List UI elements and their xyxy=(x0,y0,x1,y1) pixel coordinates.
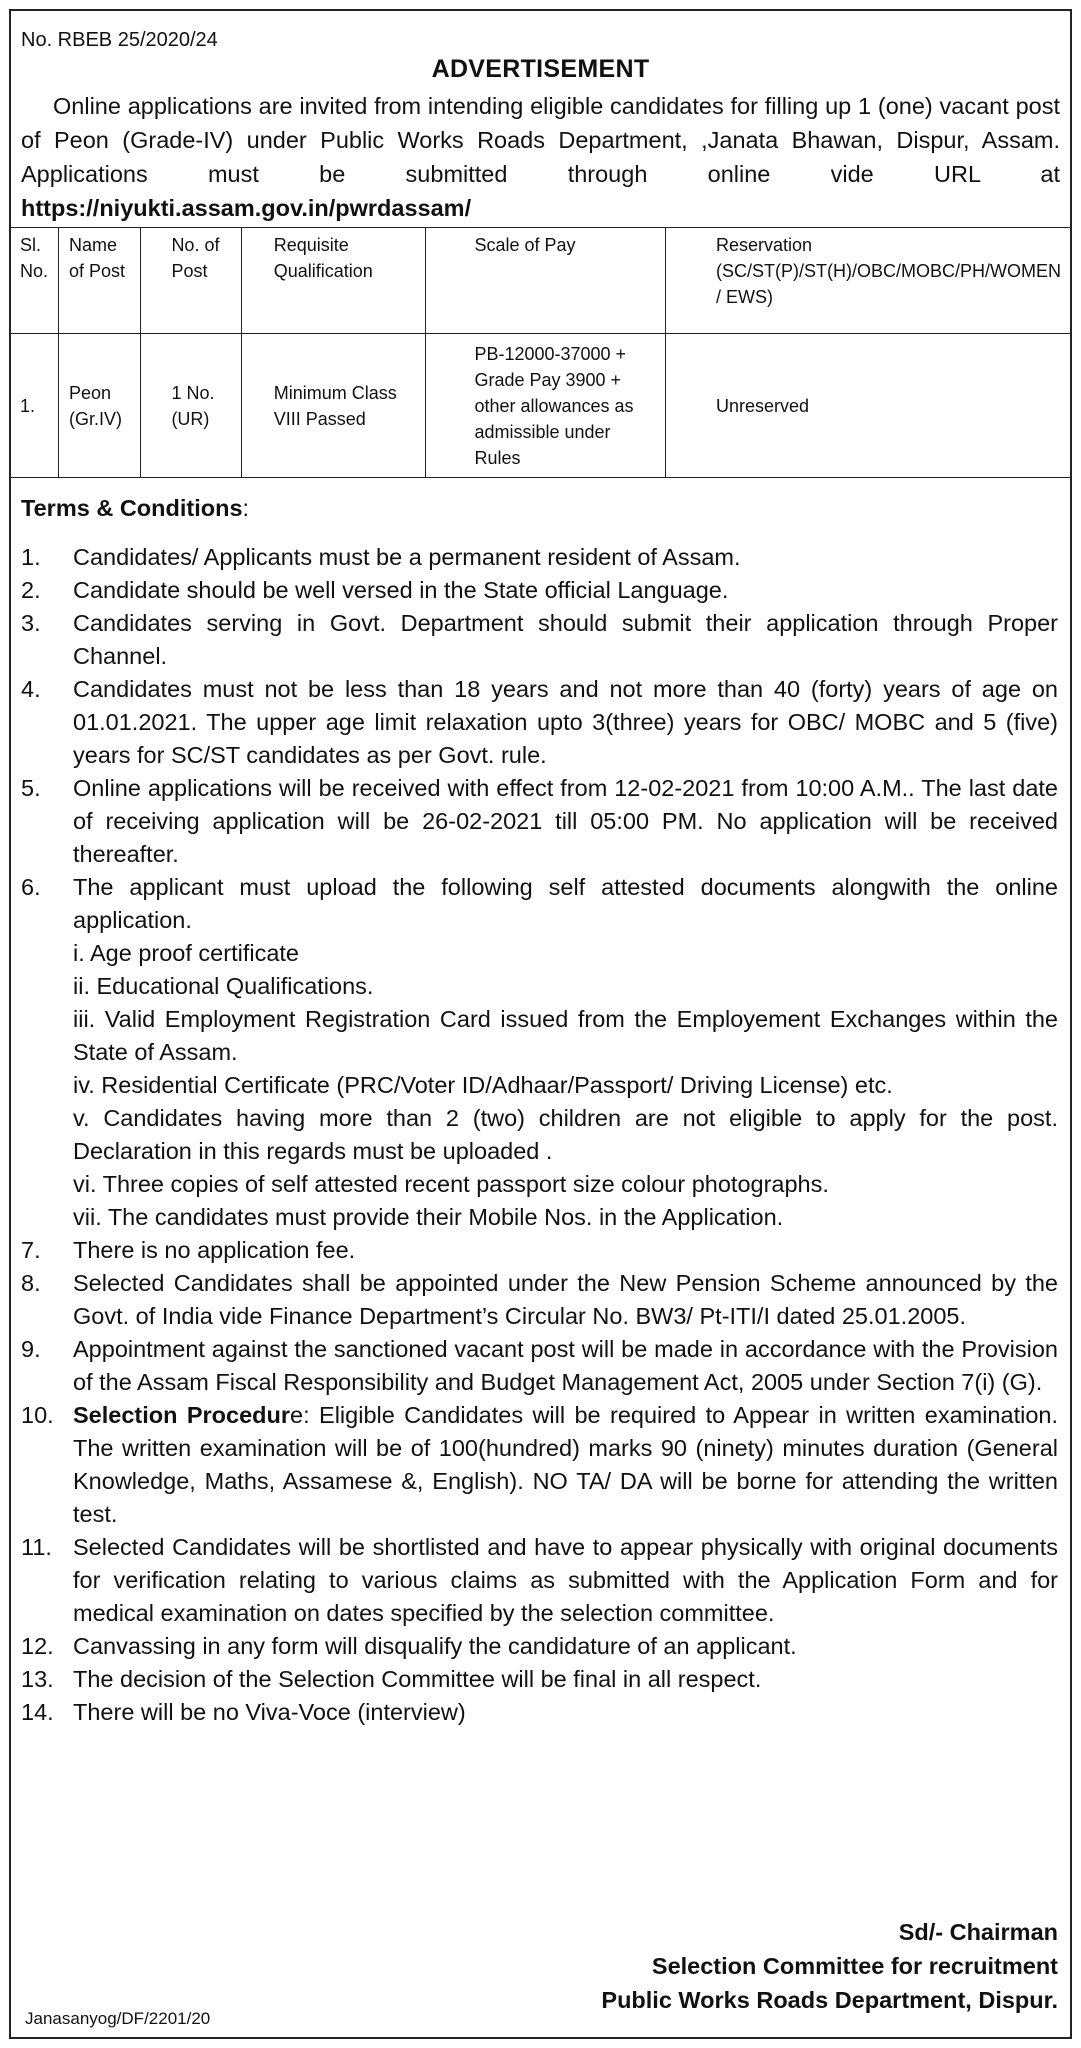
term-text: Selected Candidates will be shortlisted and have to appear physically with original documents for verification relating to various claims as submitted with the Application Form and for medical examination on dates specified by the selection committee. xyxy=(73,1534,1058,1626)
footer-code: Janasanyog/DF/2201/20 xyxy=(25,2009,211,2028)
reference-number: No. RBEB 25/2020/24 xyxy=(21,29,218,51)
term-number: 11. xyxy=(21,1534,52,1560)
term-text: Appointment against the sanctioned vacant post will be made in accordance with the Provision of the Assam Fiscal Responsibility and Budget Management Act, 2005 under Section 7(i) (G). xyxy=(73,1336,1058,1395)
cell-qualification: Minimum Class VIII Passed xyxy=(241,334,426,478)
term-number: 4. xyxy=(21,676,41,702)
term-text: Online applications will be received with effect from 12-02-2021 from 10:00 A.M.. The last date of receiving application will be 26-02-2021 till 05:00 PM. No application will be received thereafter. xyxy=(73,775,1058,867)
page-title: ADVERTISEMENT xyxy=(431,55,650,83)
term-text: There is no application fee. xyxy=(73,1237,356,1263)
list-item xyxy=(11,1333,1070,1399)
document-item: iv. Residential Certificate (PRC/Voter ID/Adhaar/Passport/ Driving License) etc. xyxy=(73,1072,893,1098)
term-text: The decision of the Selection Committee will be final in all respect. xyxy=(73,1666,762,1692)
term-text: Candidates/ Applicants must be a permanent resident of Assam. xyxy=(73,544,741,570)
document-item: vi. Three copies of self attested recent passport size colour photographs. xyxy=(73,1171,829,1197)
terms-heading xyxy=(21,495,249,522)
cell-scale-of-pay: PB-12000-37000 + Grade Pay 3900 + other allowances as admissible under Rules xyxy=(426,334,666,478)
term-number: 14. xyxy=(21,1699,54,1725)
term-text: The applicant must upload the following self attested documents alongwith the online application. xyxy=(73,874,1058,933)
term-text: e: Eligible Candidates will be required to Appear in written examination. The written examination will be of 100(hundred) marks 90 (ninety) minutes duration (General Knowledge, Maths, Assamese &, English). NO TA/ DA will be borne for attending the written test. xyxy=(73,1402,1058,1527)
signature-block xyxy=(601,1915,1058,2017)
cell-no-of-post: 1 No. (UR) xyxy=(141,334,241,478)
list-item xyxy=(11,607,1070,673)
intro-text: Online applications are invited from intending eligible candidates for filling up 1 (one) vacant post of Peon (Grade-IV) under Public Works Roads Department, ,Janata Bhawan, Dispur, Assam. Applications must be submitted through online vide URL at xyxy=(21,93,1060,187)
table-row xyxy=(10,334,1072,478)
header-scale-of-pay: Scale of Pay xyxy=(426,228,666,334)
term-number: 9. xyxy=(21,1336,41,1362)
application-url[interactable]: https://niyukti.assam.gov.in/pwrdassam/ xyxy=(21,195,472,221)
term-text: There will be no Viva-Voce (interview) xyxy=(73,1699,466,1725)
list-item xyxy=(11,1399,1070,1531)
header-sl-no: Sl. No. xyxy=(10,228,59,334)
terms-heading-colon: : xyxy=(242,495,250,521)
vacancy-table xyxy=(9,227,1072,478)
advertisement-page xyxy=(9,9,1072,2039)
list-item xyxy=(11,1267,1070,1333)
terms-list xyxy=(11,541,1070,1729)
term-number: 1. xyxy=(21,544,41,570)
signature-line-department: Public Works Roads Department, Dispur. xyxy=(601,1987,1058,2013)
term-number: 3. xyxy=(21,610,41,636)
document-item: ii. Educational Qualifications. xyxy=(73,973,374,999)
header-name-of-post: Name of Post xyxy=(59,228,141,334)
term-text: Candidates must not be less than 18 years and not more than 40 (forty) years of age on 01.01.2021. The upper age limit relaxation upto 3(three) years for OBC/ MOBC and 5 (five) years for SC/ST candidates as per Govt. rule. xyxy=(73,676,1058,768)
term-text: Canvassing in any form will disqualify the candidature of an applicant. xyxy=(73,1633,797,1659)
term-text: Candidates serving in Govt. Department should submit their application through Proper Channel. xyxy=(73,610,1058,669)
term-number: 10. xyxy=(21,1402,54,1428)
cell-name-of-post: Peon (Gr.IV) xyxy=(59,334,141,478)
terms-heading-text: Terms & Conditions xyxy=(21,495,243,521)
header-qualification: Requisite Qualification xyxy=(241,228,426,334)
term-number: 5. xyxy=(21,775,41,801)
list-item xyxy=(11,772,1070,871)
table-header-row xyxy=(10,228,1072,334)
list-item xyxy=(11,1663,1070,1696)
term-number: 13. xyxy=(21,1666,54,1692)
list-item xyxy=(11,1531,1070,1630)
list-item xyxy=(11,871,1070,1234)
list-item xyxy=(11,541,1070,574)
document-item: i. Age proof certificate xyxy=(73,940,299,966)
term-number: 8. xyxy=(21,1270,41,1296)
intro-paragraph xyxy=(21,89,1060,225)
term-text: Selected Candidates shall be appointed under the New Pension Scheme announced by the Govt. of India vide Finance Department’s Circular No. BW3/ Pt-ITI/I dated 25.01.2005. xyxy=(73,1270,1058,1329)
document-item: vii. The candidates must provide their Mobile Nos. in the Application. xyxy=(73,1204,784,1230)
header-no-of-post: No. of Post xyxy=(141,228,241,334)
term-bold-lead: Selection Procedur xyxy=(73,1402,291,1428)
term-number: 2. xyxy=(21,577,41,603)
list-item xyxy=(11,673,1070,772)
list-item xyxy=(11,1696,1070,1729)
list-item xyxy=(11,574,1070,607)
cell-reservation: Unreserved xyxy=(666,334,1072,478)
signature-line-chairman: Sd/- Chairman xyxy=(898,1919,1058,1945)
document-item: iii. Valid Employment Registration Card issued from the Employement Exchanges within the State of Assam. xyxy=(73,1006,1058,1065)
term-number: 6. xyxy=(21,874,41,900)
list-item xyxy=(11,1630,1070,1663)
term-number: 7. xyxy=(21,1237,41,1263)
cell-sl-no: 1. xyxy=(10,334,59,478)
document-item: v. Candidates having more than 2 (two) children are not eligible to apply for the post. Declaration in this regards must be uploaded . xyxy=(73,1105,1058,1164)
signature-line-committee: Selection Committee for recruitment xyxy=(651,1953,1058,1979)
list-item xyxy=(11,1234,1070,1267)
term-text: Candidate should be well versed in the State official Language. xyxy=(73,577,729,603)
term-number: 12. xyxy=(21,1633,54,1659)
header-reservation: Reservation (SC/ST(P)/ST(H)/OBC/MOBC/PH/WOMEN / EWS) xyxy=(666,228,1072,334)
